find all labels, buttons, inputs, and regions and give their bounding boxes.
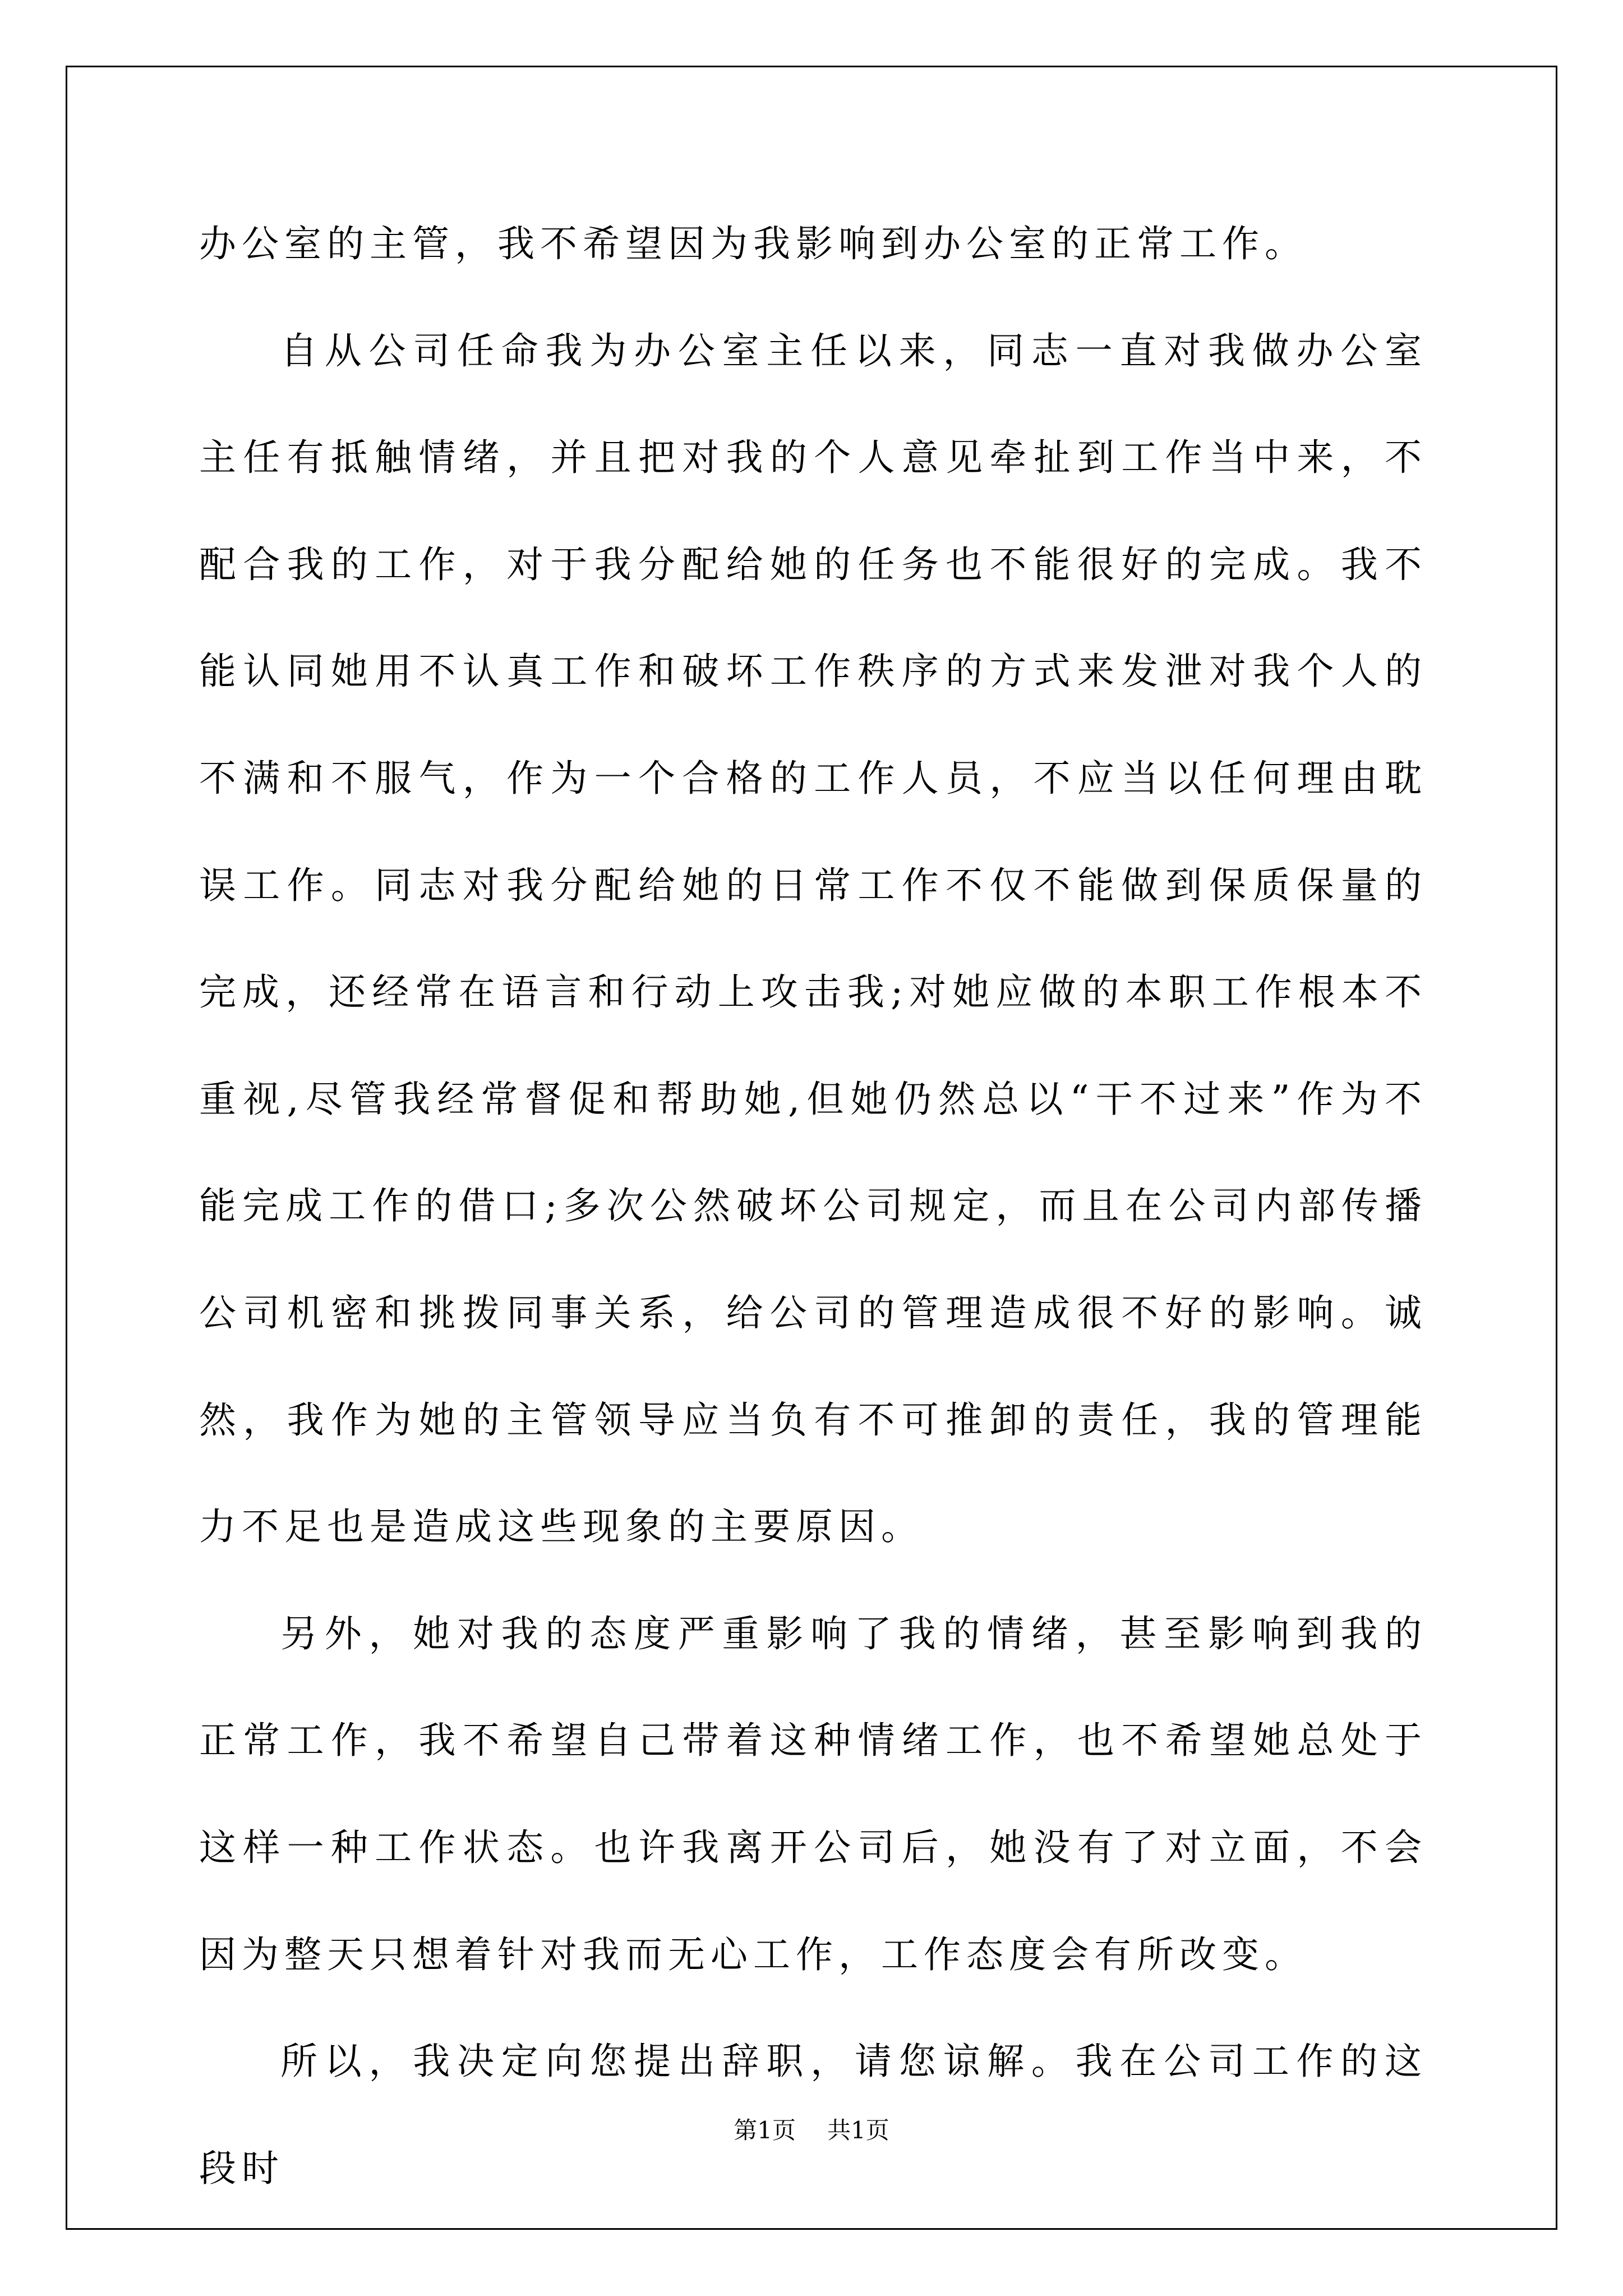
- page-footer: [0, 2112, 1623, 2146]
- paragraph-1: 办公室的主管，我不希望因为我影响到办公室的正常工作。: [199, 222, 1307, 265]
- paragraph-4: 所以，我决定向您提出辞职，请您谅解。我在公司工作的这段时: [199, 2040, 1427, 2190]
- paragraph-3: 另外，她对我的态度严重影响了我的情绪，甚至影响到我的正常工作，我不希望自己带着这种情绪工作，也不希望她总处于这样一种工作状态。也许我离开公司后，她没有了对立面，不会因为整天只想着针对我而无心工作，工作态度会有所改变。: [199, 1612, 1427, 1976]
- page-number: 第1页: [734, 2116, 796, 2144]
- paragraph-2: 自从公司任命我为办公室主任以来，同志一直对我做办公室主任有抵触情绪，并且把对我的个人意见牵扯到工作当中来，不配合我的工作，对于我分配给她的任务也不能很好的完成。我不能认同她用不认真工作和破坏工作秩序的方式来发泄对我个人的不满和不服气，作为一个合格的工作人员，不应当以任何理由耽误工作。同志对我分配给她的日常工作不仅不能做到保质保量的完成，还经常在语言和行动上攻击我;对她应做的本职工作根本不重视,尽管我经常督促和帮助她,但她仍然总以“干不过来”作为不能完成工作的借口;多次公然破坏公司规定，而且在公司内部传播公司机密和挑拨同事关系，给公司的管理造成很不好的影响。诚然，我作为她的主管领导应当负有不可推卸的责任，我的管理能力不足也是造成这些现象的主要原因。: [199, 329, 1427, 1549]
- document-body: [199, 191, 1427, 2222]
- page-total: 共1页: [827, 2116, 889, 2144]
